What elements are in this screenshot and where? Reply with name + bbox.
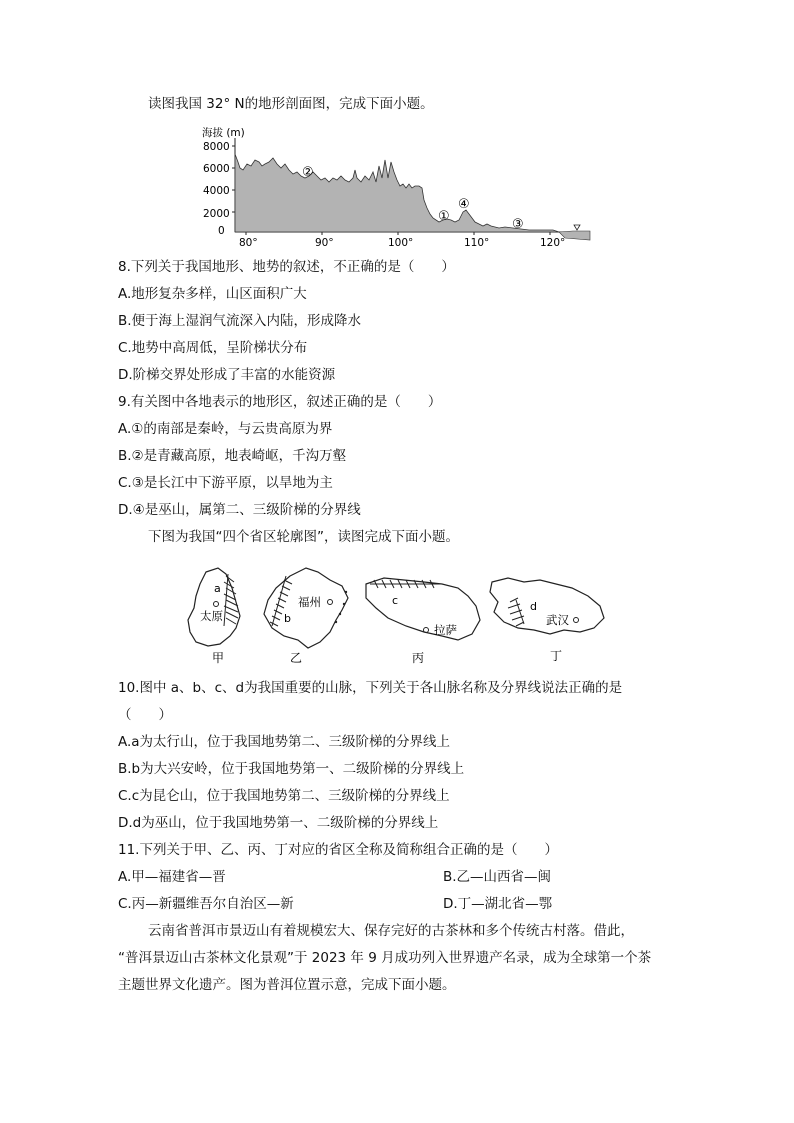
- city-dot-icon: [574, 618, 579, 623]
- marker-2: ②: [302, 165, 314, 180]
- city-dot-icon: [424, 628, 429, 633]
- province-ding-city: 武汉: [546, 613, 569, 627]
- q10-option-d: D.d为巫山，位于我国地势第一、二级阶梯的分界线上: [118, 815, 439, 831]
- q11-option-c: C.丙—新疆维吾尔自治区—新: [118, 896, 294, 912]
- province-bing-city: 拉萨: [434, 623, 457, 637]
- province-yi-city: 福州: [298, 595, 321, 609]
- x-tick-100: 100°: [388, 237, 414, 248]
- province-bing-label: 丙: [412, 651, 425, 665]
- q11-option-a: A.甲—福建省—晋: [118, 869, 226, 885]
- province-jia-letter: a: [214, 582, 221, 595]
- x-tick-110: 110°: [464, 237, 490, 248]
- terrain-profile-figure: [195, 124, 595, 252]
- marker-1: ①: [438, 209, 450, 224]
- q9-stem: 9.有关图中各地表示的地形区，叙述正确的是（ ）: [118, 394, 442, 410]
- q8-option-a: A.地形复杂多样，山区面积广大: [118, 286, 307, 302]
- q9-option-a: A.①的南部是秦岭，与云贵高原为界: [118, 421, 333, 437]
- q10-option-a: A.a为太行山，位于我国地势第二、三级阶梯的分界线上: [118, 734, 451, 750]
- terrain-profile-area: [235, 154, 559, 232]
- q8-option-b: B.便于海上湿润气流深入内陆，形成降水: [118, 313, 362, 329]
- province-jia-label: 甲: [212, 651, 225, 665]
- y-tick-6000: 6000: [203, 163, 230, 175]
- province-yi-letter: b: [284, 612, 291, 625]
- q9-option-b: B.②是青藏高原，地表崎岖，千沟万壑: [118, 448, 347, 464]
- q10-option-c: C.c为昆仑山，位于我国地势第二、三级阶梯的分界线上: [118, 788, 450, 804]
- passage-line-3: 主题世界文化遗产。图为普洱位置示意，完成下面小题。: [118, 977, 456, 993]
- q8-option-c: C.地势中高周低，呈阶梯状分布: [118, 340, 308, 356]
- city-dot-icon: [328, 600, 333, 605]
- province-jia-city: 太原: [200, 609, 223, 623]
- x-tick-90: 90°: [315, 237, 334, 248]
- q10-stem-bracket: （ ）: [118, 707, 172, 723]
- y-tick-4000: 4000: [203, 185, 230, 197]
- passage-line-2: “普洱景迈山古茶林文化景观”于 2023 年 9 月成功列入世界遗产名录，成为全球第一个茶: [118, 950, 652, 966]
- marker-4: ④: [458, 197, 470, 212]
- q11-stem: 11.下列关于甲、乙、丙、丁对应的省区全称及简称组合正确的是（ ）: [118, 842, 558, 858]
- q8-stem: 8.下列关于我国地形、地势的叙述，不正确的是（ ）: [118, 259, 455, 275]
- profile-axis-title: 海拔 (m): [202, 127, 245, 139]
- passage-line-1: 云南省普洱市景迈山有着规模宏大、保存完好的古茶林和多个传统古村落。借此，: [148, 923, 634, 939]
- intro-text-2: 下图为我国“四个省区轮廓图”，读图完成下面小题。: [148, 529, 459, 545]
- q10-option-b: B.b为大兴安岭，位于我国地势第一、二级阶梯的分界线上: [118, 761, 465, 777]
- province-ding-letter: d: [530, 600, 537, 613]
- province-bing-letter: c: [392, 594, 399, 607]
- province-ding: [490, 578, 604, 663]
- province-bing: [366, 578, 480, 665]
- intro-text-1: 读图我国 32° N的地形剖面图，完成下面小题。: [148, 96, 434, 112]
- q11-option-d: D.丁—湖北省—鄂: [443, 896, 553, 912]
- city-dot-icon: [214, 602, 219, 607]
- q11-option-b: B.乙—山西省—闽: [443, 869, 552, 885]
- y-tick-8000: 8000: [203, 141, 230, 153]
- x-tick-80: 80°: [239, 237, 258, 248]
- mountain-a-icon: [224, 574, 238, 626]
- mountain-c-icon: [370, 580, 442, 588]
- province-ding-label: 丁: [550, 649, 563, 663]
- province-outlines-figure: [180, 562, 620, 674]
- y-tick-0: 0: [218, 225, 225, 237]
- mountain-d-icon: [508, 598, 524, 626]
- province-jia-outline: [188, 568, 240, 646]
- province-jia: [188, 568, 240, 665]
- q9-option-d: D.④是巫山，属第二、三级阶梯的分界线: [118, 502, 361, 518]
- q8-option-d: D.阶梯交界处形成了丰富的水能资源: [118, 367, 336, 383]
- x-tick-120: 120°: [540, 237, 566, 248]
- province-bing-outline: [366, 578, 480, 640]
- province-yi: [264, 568, 348, 665]
- q10-stem: 10.图中 a、b、c、d为我国重要的山脉，下列关于各山脉名称及分界线说法正确的是: [118, 680, 623, 696]
- province-yi-label: 乙: [290, 651, 303, 665]
- marker-3: ③: [512, 217, 524, 232]
- y-tick-2000: 2000: [203, 208, 230, 220]
- q9-option-c: C.③是长江中下游平原，以旱地为主: [118, 475, 333, 491]
- sea-level-marker-icon: [574, 225, 580, 230]
